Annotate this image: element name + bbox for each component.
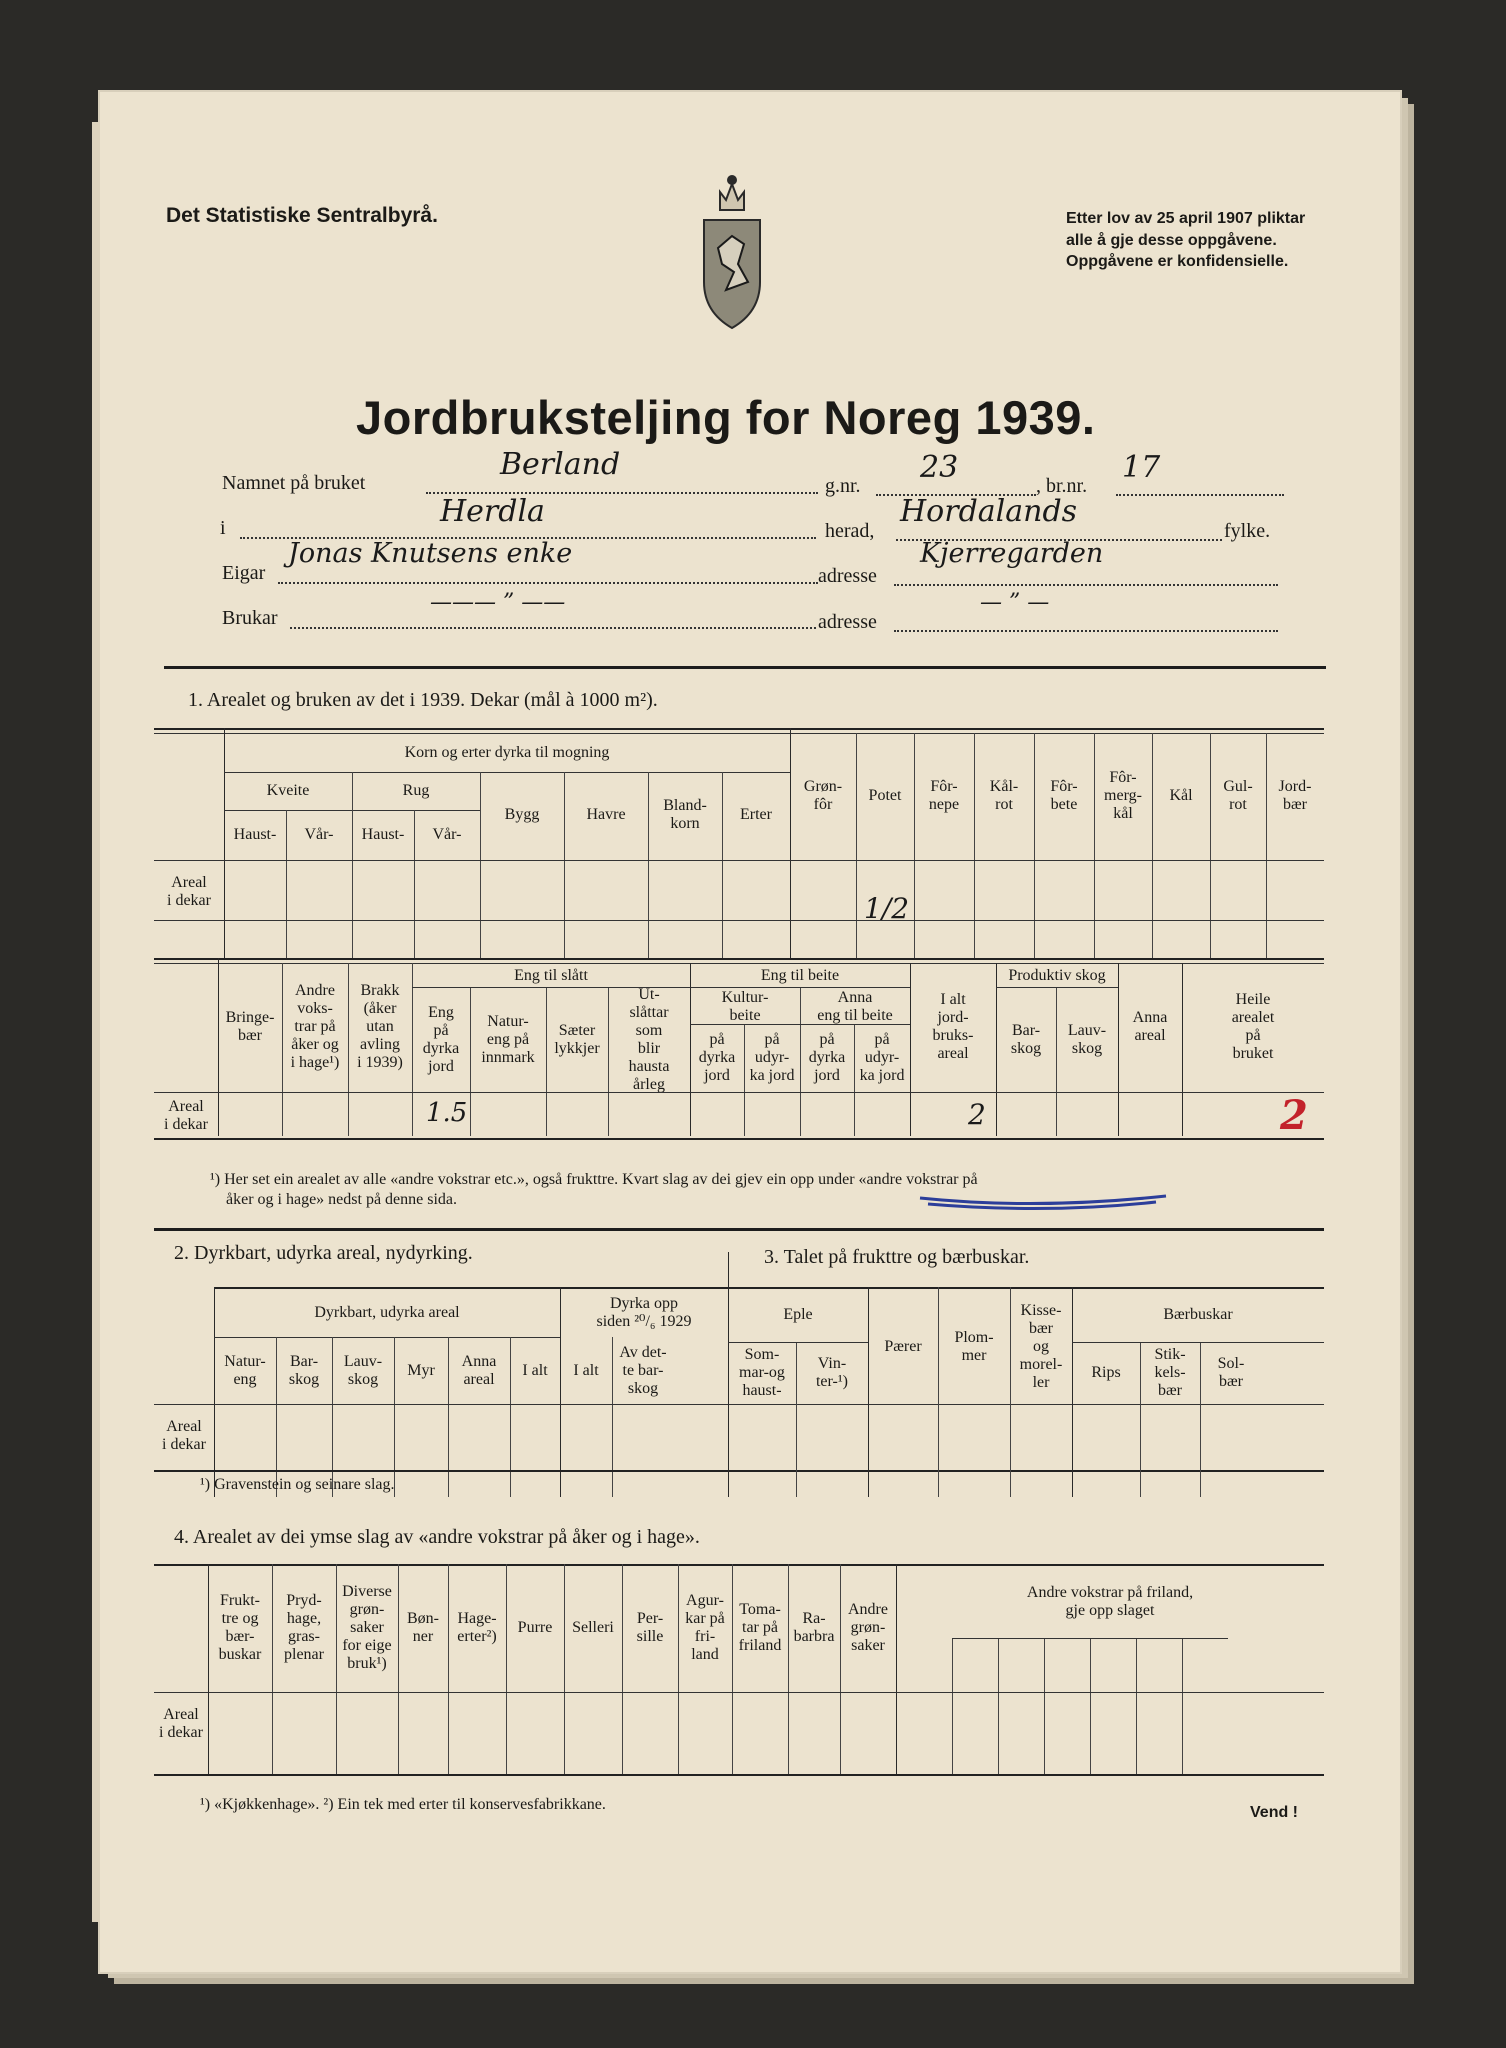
brnr-value[interactable]: 17: [1122, 450, 1161, 485]
col-anna-dyrka: på dyrka jord: [808, 1031, 846, 1084]
col-kultur-udyrka: på udyr- ka jord: [749, 1031, 795, 1084]
col-lauvskog: Lauv- skog: [1067, 1022, 1107, 1057]
rule: [952, 1638, 953, 1774]
rule: [164, 666, 1326, 669]
rule: [952, 1638, 1228, 1639]
col-naturleng: Natur- eng på innmark: [481, 1013, 535, 1066]
group-eng-slatt: Eng til slått: [514, 967, 588, 985]
eng-dyrka-value[interactable]: 1.5: [426, 1098, 468, 1128]
rule: [1072, 1342, 1324, 1343]
eigar-adresse-line: [894, 584, 1278, 586]
herad-value[interactable]: Herdla: [440, 494, 545, 529]
col-myr: Myr: [407, 1362, 435, 1380]
col-hageerter: Hage- erter²): [457, 1610, 497, 1645]
col-jordbaer: Jord- bær: [1278, 778, 1312, 813]
rule: [214, 1337, 560, 1338]
col-lauvskog-2: Lauv- skog: [343, 1353, 383, 1388]
col-kveite-haust: Haust-: [233, 826, 277, 844]
group-rug: Rug: [402, 782, 430, 800]
col-diverse-gronsaker: Diverse grøn- saker for eige bruk¹): [342, 1583, 392, 1672]
rule: [996, 987, 1118, 988]
namnet-value[interactable]: Berland: [500, 447, 621, 482]
group-produktiv-skog: Produktiv skog: [1008, 967, 1106, 985]
rule: [154, 1404, 1324, 1405]
col-kalrot: Kål- rot: [989, 778, 1019, 813]
eigar-adresse-value[interactable]: Kjerregarden: [920, 538, 1104, 569]
rule: [998, 1638, 999, 1774]
brnr-line: [1116, 494, 1284, 496]
rule: [1136, 1638, 1137, 1774]
col-bringebaer: Bringe- bær: [225, 1009, 275, 1044]
col-barskog-2: Bar- skog: [288, 1353, 320, 1388]
col-frukttre: Frukt- tre og bær- buskar: [218, 1592, 262, 1663]
group-korn: Korn og erter dyrka til mogning: [404, 744, 610, 762]
brukar-adresse-value[interactable]: — ” —: [980, 590, 1050, 615]
rule: [214, 1287, 728, 1289]
brukar-adresse-line: [894, 630, 1278, 632]
eigar-adresse-label: adresse: [818, 565, 877, 587]
group-anna-beite: Anna eng til beite: [817, 989, 893, 1024]
section4-heading: 4. Arealet av dei ymse slag av «andre vokstrar på åker og i hage».: [174, 1526, 700, 1548]
fylke-label: fylke.: [1224, 520, 1271, 542]
rule: [154, 1692, 1324, 1693]
namnet-label: Namnet på bruket: [222, 472, 366, 494]
col-kal: Kål: [1169, 787, 1193, 805]
col-anna-udyrka: på udyr- ka jord: [859, 1031, 905, 1084]
col-purre: Purre: [517, 1619, 553, 1637]
potet-value[interactable]: 1/2: [864, 892, 910, 925]
col-eple-sommar: Som- mar-og haust-: [739, 1346, 785, 1399]
rule: [690, 1024, 910, 1025]
heile-arealet-value[interactable]: 2: [1280, 1092, 1308, 1139]
rule: [154, 1470, 1324, 1472]
rule: [154, 1564, 1324, 1566]
i-label: i: [220, 517, 226, 539]
group-eng-beite: Eng til beite: [760, 967, 840, 985]
section1-footnote: ¹) Her set ein arealet av alle «andre vokstrar etc.», også frukttre. Kvart slag av dei gjev ein opp under «andre vokstrar på: [210, 1171, 978, 1188]
group-dyrka-opp: Dyrka opp siden ²⁰/₆ 1929: [596, 1295, 692, 1330]
brukar-value[interactable]: ——— ” ——: [430, 590, 566, 615]
col-rabarbra: Ra- barbra: [793, 1610, 835, 1645]
col-formergkal: Fôr- merg- kål: [1104, 769, 1142, 822]
legal-line-2: alle å gje desse oppgåvene.: [1066, 231, 1277, 249]
col-solbaer: Sol- bær: [1217, 1355, 1245, 1390]
group-dyrkbart: Dyrkbart, udyrka areal: [314, 1304, 460, 1322]
rule: [154, 860, 1324, 861]
row-label-areal-4: Areal i dekar: [159, 1706, 203, 1741]
col-rips: Rips: [1091, 1364, 1121, 1382]
rule: [154, 1092, 1324, 1093]
row-label-areal: Areal i dekar: [167, 874, 211, 909]
eigar-label: Eigar: [222, 562, 266, 584]
rule: [154, 963, 1324, 964]
col-blandkorn: Bland- korn: [663, 797, 707, 832]
fylke-value[interactable]: Hordalands: [900, 494, 1078, 529]
col-tomatar: Toma- tar på friland: [738, 1601, 782, 1654]
col-barskog: Bar- skog: [1010, 1022, 1042, 1057]
col-gronfor: Grøn- fôr: [803, 778, 843, 813]
col-dyrka-i-alt: I alt: [573, 1362, 599, 1380]
col-rug-var: Vår-: [432, 826, 462, 844]
col-fornepe: Fôr- nepe: [928, 778, 960, 813]
col-eng-dyrka: Eng på dyrka jord: [422, 1004, 460, 1075]
col-i-alt-jordbruksareal: I alt jord- bruks- areal: [932, 991, 974, 1062]
rule: [154, 958, 1324, 960]
col-andre-vokstrar: Andre voks- trar på åker og i hage¹): [290, 982, 340, 1071]
rule: [224, 772, 790, 773]
group-andre-friland: Andre vokstrar på friland, gje opp slaget: [1026, 1584, 1194, 1619]
col-kultur-dyrka: på dyrka jord: [698, 1031, 736, 1084]
i-alt-value[interactable]: 2: [968, 1098, 986, 1131]
rule: [154, 733, 1324, 734]
group-kulturbeite: Kultur- beite: [721, 989, 769, 1024]
section4-footnote: ¹) «Kjøkkenhage». ²) Ein tek med erter til konservesfabrikkane.: [200, 1796, 606, 1813]
row-label-areal-2: Areal i dekar: [162, 1418, 206, 1453]
rule: [154, 728, 1324, 730]
col-gulrot: Gul- rot: [1223, 778, 1253, 813]
rule: [1044, 1638, 1045, 1774]
coat-of-arms-emblem: [696, 172, 768, 332]
col-natureng: Natur- eng: [224, 1353, 266, 1388]
col-rug-haust: Haust-: [361, 826, 405, 844]
herad-label: herad,: [825, 520, 875, 542]
brukar-line: [290, 627, 816, 629]
rule: [728, 1342, 868, 1343]
col-utslattar: Ut- slåttar som blir hausta årleg: [628, 986, 670, 1093]
col-anna-areal: Anna areal: [1132, 1009, 1168, 1044]
col-kveite-var: Vår-: [304, 826, 334, 844]
col-paerer: Pærer: [884, 1338, 922, 1356]
col-havre: Havre: [586, 806, 626, 824]
rule: [728, 1287, 1324, 1289]
section2-heading: 2. Dyrkbart, udyrka areal, nydyrking.: [174, 1242, 473, 1264]
section1-heading: 1. Arealet og bruken av det i 1939. Dekar (mål à 1000 m²).: [188, 689, 658, 711]
rule: [154, 1228, 1324, 1231]
col-selleri: Selleri: [572, 1619, 614, 1637]
col-dyrka-barskog: Av det- te bar- skog: [619, 1344, 667, 1397]
paper-edge: [92, 122, 100, 1922]
vend-label: Vend !: [1250, 1804, 1299, 1821]
col-heile-arealet: Heile arealet på bruket: [1231, 991, 1275, 1062]
brnr-label: , br.nr.: [1036, 475, 1088, 497]
group-eple: Eple: [783, 1306, 813, 1324]
col-erter: Erter: [740, 806, 772, 824]
col-andre-gronsaker: Andre grøn- saker: [848, 1601, 888, 1654]
col-agurkar: Agur- kar på fri- land: [685, 1592, 725, 1663]
section2-footnote: ¹) Gravenstein og seinare slag.: [200, 1476, 395, 1493]
col-prydhage: Pryd- hage, gras- plenar: [284, 1592, 324, 1663]
col-stikkelsbaer: Stik- kels- bær: [1154, 1346, 1186, 1399]
group-baerbuskar: Bærbuskar: [1163, 1306, 1233, 1324]
legal-notice: [1066, 208, 1305, 273]
col-anna-areal-2: Anna areal: [461, 1353, 497, 1388]
form-title: Jordbruksteljing for Noreg 1939.: [356, 391, 1096, 444]
gnr-label: g.nr.: [825, 475, 861, 497]
col-brakk: Brakk (åker utan avling i 1939): [357, 982, 403, 1071]
publisher-name: Det Statistiske Sentralbyrå.: [166, 204, 438, 227]
rule: [154, 1774, 1324, 1776]
col-bygg: Bygg: [504, 806, 540, 824]
legal-line-3: Oppgåvene er konfidensielle.: [1066, 253, 1289, 271]
col-forbete: Fôr- bete: [1050, 778, 1078, 813]
group-kveite: Kveite: [266, 782, 310, 800]
col-kissebaer: Kisse- bær og morel- ler: [1019, 1302, 1063, 1391]
col-saeter: Sæter lykkjer: [554, 1022, 600, 1057]
rule: [352, 772, 353, 958]
rule: [154, 1138, 1324, 1140]
rule: [1090, 1638, 1091, 1774]
gnr-value[interactable]: 23: [920, 450, 959, 485]
eigar-value[interactable]: Jonas Knutsens enke: [288, 538, 573, 569]
col-persille: Per- sille: [636, 1610, 664, 1645]
legal-line-1: Etter lov av 25 april 1907 pliktar: [1066, 210, 1306, 227]
col-i-alt-2: I alt: [522, 1362, 548, 1380]
brukar-adresse-label: adresse: [818, 611, 877, 633]
col-plommer: Plom- mer: [954, 1329, 994, 1364]
section3-heading: 3. Talet på frukttre og bærbuskar.: [764, 1246, 1030, 1268]
col-bonner: Bøn- ner: [407, 1610, 439, 1645]
col-eple-vinter: Vin- ter-¹): [815, 1355, 848, 1390]
rule: [154, 920, 1324, 921]
section1-footnote-2: åker og i hage» nedst på denne sida.: [226, 1191, 458, 1208]
form-page: [100, 92, 1400, 1972]
brukar-label: Brukar: [222, 607, 278, 629]
rule: [1182, 1638, 1183, 1774]
blue-pencil-underline: [916, 1188, 1172, 1218]
eigar-line: [278, 582, 818, 584]
col-potet: Potet: [868, 787, 902, 805]
row-label-areal-b: Areal i dekar: [164, 1098, 208, 1133]
